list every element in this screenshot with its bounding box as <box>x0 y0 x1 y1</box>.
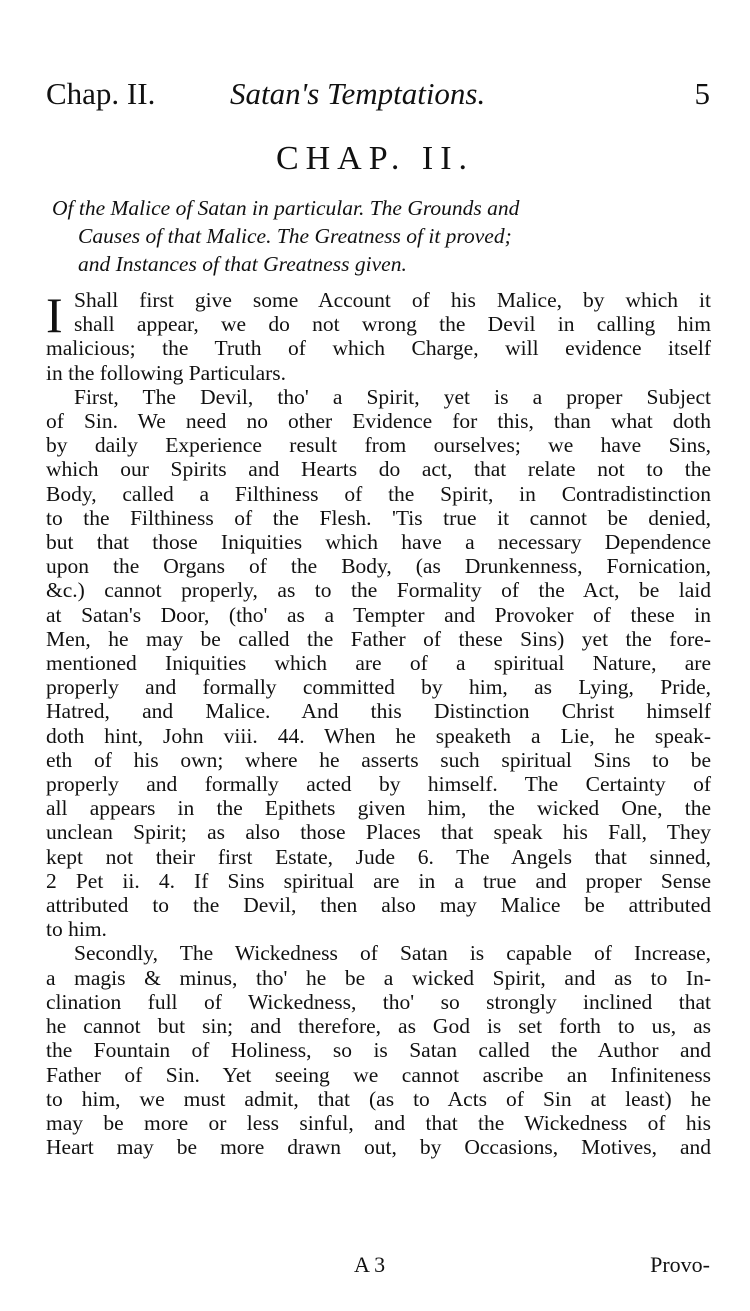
text-line: Father of Sin. Yet seeing we cannot ascribe an Infiniteness <box>46 1062 711 1087</box>
text-line: in the following Particulars. <box>46 360 287 385</box>
summary-line: Of the Malice of Satan in particular. The Grounds and <box>52 196 520 220</box>
text-line: mentioned Iniquities which are of a spiritual Nature, are <box>46 651 711 676</box>
text-line: Men, he may be called the Father of these Sins) yet the fore- <box>46 626 711 651</box>
text-line: a magis & minus, tho' he be a wicked Spirit, and as to In- <box>46 965 711 990</box>
text-line: properly and formally acted by himself. The Certainty of <box>46 772 711 797</box>
text-line: upon the Organs of the Body, (as Drunkenness, Fornication, <box>46 554 711 579</box>
body-text <box>46 288 711 1159</box>
text-line: of Sin. We need no other Evidence for this, than what doth <box>46 409 711 434</box>
text-line: kept not their first Estate, Jude 6. The Angels that sinned, <box>46 844 711 869</box>
running-head <box>46 76 710 120</box>
page-footer <box>46 1252 710 1282</box>
text-line: he cannot but sin; and therefore, as God is set forth to us, as <box>46 1014 711 1039</box>
chapter-summary <box>52 194 712 278</box>
running-head-chapter: Chap. II. <box>46 76 156 111</box>
text-line: attributed to the Devil, then also may Malice be attributed <box>46 893 711 918</box>
text-line: shall appear, we do not wrong the Devil in calling him <box>74 312 711 337</box>
text-line: malicious; the Truth of which Charge, will evidence itself <box>46 336 711 361</box>
text-line: Secondly, The Wickedness of Satan is capable of Increase, <box>74 941 711 966</box>
text-line: to the Filthiness of the Flesh. 'Tis true it cannot be denied, <box>46 505 711 530</box>
text-line: doth hint, John viii. 44. When he speaketh a Lie, he speak- <box>46 723 711 748</box>
text-line: properly and formally committed by him, as Lying, Pride, <box>46 675 711 700</box>
first-paragraph <box>46 288 711 385</box>
chapter-heading: CHAP. II. <box>275 140 475 177</box>
text-line: at Satan's Door, (tho' as a Tempter and Provoker of these in <box>46 602 711 627</box>
text-line: which our Spirits and Hearts do act, that relate not to the <box>46 457 711 482</box>
text-line: eth of his own; where he asserts such spiritual Sins to be <box>46 747 711 772</box>
text-line: unclean Spirit; as also those Places that speak his Fall, They <box>46 820 711 845</box>
text-line: the Fountain of Holiness, so is Satan called the Author and <box>46 1038 711 1063</box>
summary-line: and Instances of that Greatness given. <box>78 252 407 276</box>
text-line: First, The Devil, tho' a Spirit, yet is a proper Subject <box>74 384 711 409</box>
page-number: 5 <box>694 76 710 111</box>
text-line: Heart may be more drawn out, by Occasions, Motives, and <box>46 1135 711 1160</box>
text-line: Body, called a Filthiness of the Spirit, in Contradistinction <box>46 481 711 506</box>
text-line: but that those Iniquities which have a necessary Dependence <box>46 530 711 555</box>
text-line: &c.) cannot properly, as to the Formality of the Act, be laid <box>46 578 711 603</box>
drop-cap: I <box>46 287 63 343</box>
text-line: clination full of Wickedness, tho' so strongly inclined that <box>46 989 711 1014</box>
summary-line: Causes of that Malice. The Greatness of it proved; <box>78 224 512 248</box>
signature-mark: A 3 <box>354 1252 386 1277</box>
text-line: by daily Experience result from ourselves; we have Sins, <box>46 433 711 458</box>
text-line: to him, we must admit, that (as to Acts of Sin at least) he <box>46 1086 711 1111</box>
text-line: all appears in the Epithets given him, the wicked One, the <box>46 796 711 821</box>
text-line: Shall first give some Account of his Malice, by which it <box>74 288 711 312</box>
text-line: may be more or less sinful, and that the Wickedness of his <box>46 1110 711 1135</box>
running-head-title: Satan's Temptations. <box>230 76 486 111</box>
text-line: 2 Pet ii. 4. If Sins spiritual are in a true and proper Sense <box>46 868 711 893</box>
text-line: Hatred, and Malice. And this Distinction Christ himself <box>46 699 711 724</box>
text-line: to him. <box>46 917 107 942</box>
catchword: Provo- <box>650 1252 710 1277</box>
